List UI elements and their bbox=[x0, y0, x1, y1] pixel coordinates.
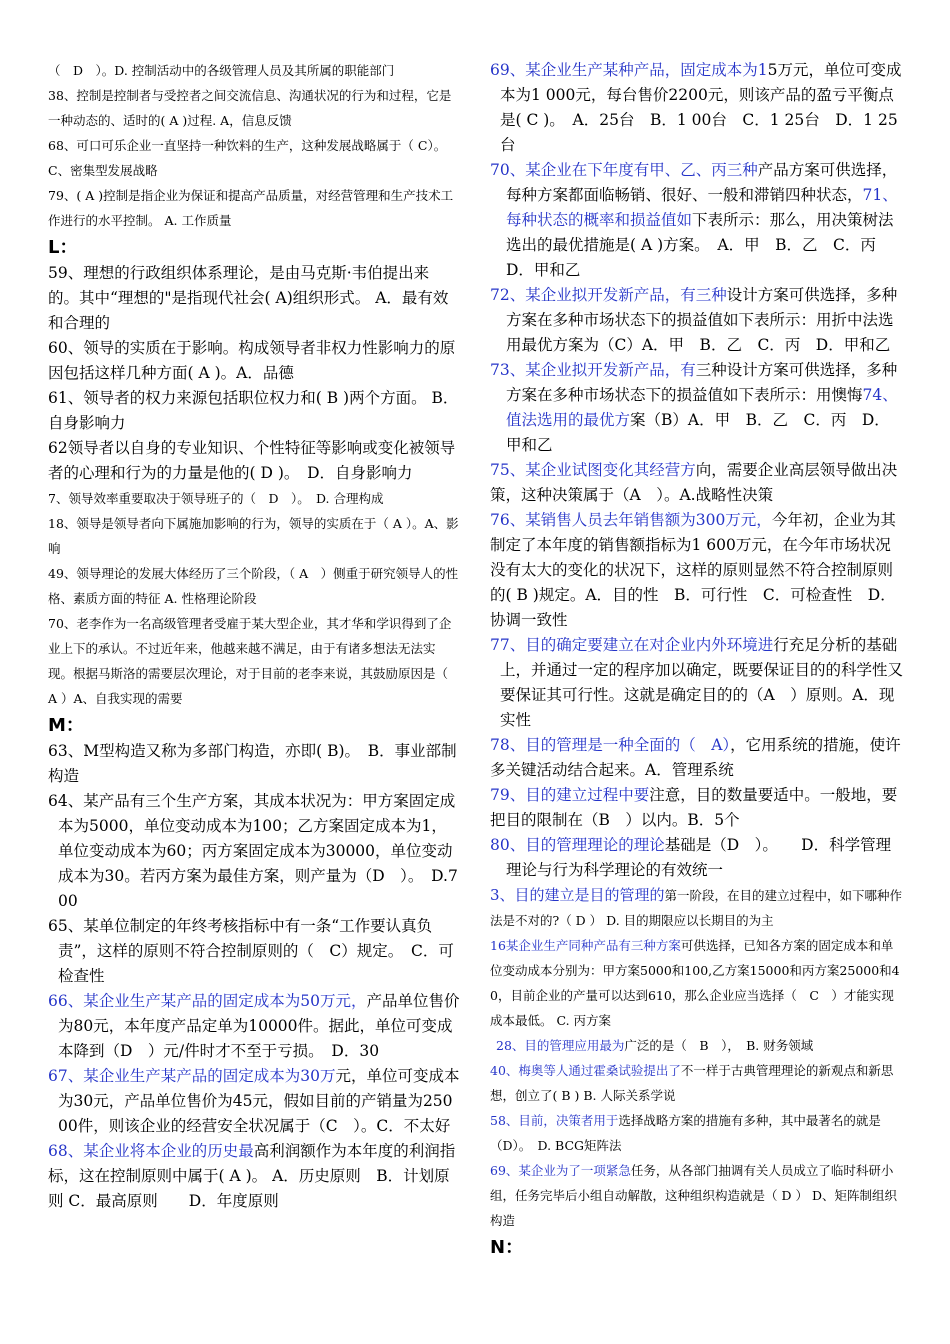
question-69-small-text: 任务，从各部门抽调有关人员成立了临时科研小组，任务完毕后小组自动解散，这种组织构造就是（ D ） D、矩阵制组织构造 bbox=[490, 1163, 897, 1228]
question-67-text: 元，单位可变成本为30元，产品单位售价为45元，假如目前的产销量为25000件，则该企业的经营安全状况属于（C ）。C．不太好 bbox=[58, 1067, 460, 1135]
question-72-highlight: 72、某企业拟开发新产品，有三种 bbox=[490, 286, 727, 304]
question-73-options: 案（B）A．甲 B．乙 C．丙 D．甲和乙 bbox=[506, 411, 890, 454]
question-75-text: 向，需要企业高层领导做出决策，这种决策属于（A ）。A.战略性决策 bbox=[490, 461, 898, 504]
question-79-text: 注意，目的数量要适中。一般地，要把目的限制在（B ）以内。B．5个 bbox=[490, 786, 898, 829]
question-69-text: 5万元，单位可变成本为1 000元，每台售价2200元，则该产品的盈亏平衡点是( C )。 A．25台 B．1 00台 C．1 25台 D．1 25台 bbox=[500, 61, 902, 154]
question-66 bbox=[48, 989, 460, 1064]
question-61: 61、领导者的权力来源包括职位权力和( B )两个方面。 B．自身影响力 bbox=[48, 389, 459, 432]
question-70-highlight: 70、某企业在下年度有甲、乙、丙三种 bbox=[490, 161, 758, 179]
question-40-highlight: 40、梅奥等人通过霍桑试验提出了 bbox=[490, 1063, 681, 1078]
question-62: 62领导者以自身的专业知识、个性特征等影响或变化被领导者的心理和行为的力量是他的( D )。 D．自身影响力 bbox=[48, 439, 456, 482]
question-18: 18、领导是领导者向下属施加影响的行为，领导的实质在于（ A ）。A、影响 bbox=[48, 516, 459, 556]
question-73-text: 三种设计方案可供选择，多种方案在多种市场状态下的损益值如下表所示：用懊悔 bbox=[506, 361, 898, 404]
question-3-text: 第一阶段，在目的建立过程中，如下哪种作法是不对的?（ D ） D. 目的期限应以长期目的为主 bbox=[490, 888, 903, 928]
question-40 bbox=[490, 1058, 904, 1108]
left-column bbox=[48, 58, 460, 1214]
question-58-highlight: 58、目前，决策者用于 bbox=[490, 1113, 619, 1128]
question-72-text: 设计方案可供选择，多种方案在多种市场状态下的损益值如下表所示：用折中法选用最优方案为（C）A．甲 B．乙 C．丙 D．甲和乙 bbox=[506, 286, 898, 354]
question-80 bbox=[490, 833, 904, 883]
question-78 bbox=[490, 733, 904, 783]
question-76-highlight: 76、某销售人员去年销售额为300万元， bbox=[490, 511, 772, 529]
question-59: 59、理想的行政组织体系理论，是由马克斯·韦伯提出来的。其中“理想的"是指现代社会( A)组织形式。 A．最有效和合理的 bbox=[48, 264, 449, 332]
question-79-small: 79、( A )控制是指企业为保证和提高产品质量，对经营管理和生产技术工作进行的水平控制。 A. 工作质量 bbox=[48, 188, 454, 228]
question-79 bbox=[490, 783, 904, 833]
question-68 bbox=[48, 1139, 460, 1214]
question-69-small bbox=[490, 1158, 904, 1233]
question-67 bbox=[48, 1064, 460, 1139]
question-3-highlight: 3、目的建立是目的管理的 bbox=[490, 886, 665, 904]
question-16 bbox=[490, 933, 904, 1033]
question-72 bbox=[490, 283, 904, 358]
question-68-text: 高利润额作为本年度的利润指标，这在控制原则中属于( A )。 A．历史原则 B．计划原则 C．最高原则 D．年度原则 bbox=[48, 1142, 456, 1210]
question-28-text: 广泛的是（ B ）， B. 财务领域 bbox=[624, 1038, 814, 1053]
question-71-highlight: 71、每种状态的概率和损益值如 bbox=[506, 186, 898, 229]
question-58 bbox=[490, 1108, 904, 1158]
question-79-highlight: 79、目的建立过程中要 bbox=[490, 786, 650, 804]
question-65: 65、某单位制定的年终考核指标中有一条“工作要认真负责”，这样的原则不符合控制原则的（ C）规定。 C．可检查性 bbox=[48, 917, 454, 985]
right-column bbox=[490, 58, 904, 1261]
question-77-text: 行充足分析的基础上，并通过一定的程序加以确定，既要保证目的的科学性又要保证其可行性。这就是确定目的的（A ）原则。A．现实性 bbox=[500, 636, 904, 729]
question-69 bbox=[490, 58, 904, 158]
question-28-highlight: 28、目的管理应用最为 bbox=[496, 1038, 625, 1053]
text-line: （ D ）。D. 控制活动中的各级管理人员及其所属的职能部门 bbox=[48, 63, 395, 78]
section-heading-m: M： bbox=[48, 715, 84, 736]
question-67-highlight: 67、某企业生产某产品的固定成本为30万 bbox=[48, 1067, 336, 1085]
question-77 bbox=[490, 633, 904, 733]
question-80-text: 基础是（D ）。 D．科学管理理论与行为科学理论的有效统一 bbox=[506, 836, 892, 879]
question-78-highlight: 78、目的管理是一种全面的（ A） bbox=[490, 736, 731, 754]
question-70-text: 产品方案可供选择，每种方案都面临畅销、很好、一般和滞销四种状态， bbox=[506, 161, 898, 204]
question-64: 64、某产品有三个生产方案，其成本状况为：甲方案固定成本为5000，单位变动成本为100；乙方案固定成本为1，单位变动成本为60；丙方案固定成本为30000，单位变动成本为30。若丙方案为最佳方案，则产量为（D ）。 D.700 bbox=[48, 792, 458, 910]
question-58-text: 选择战略方案的措施有多种，其中最著名的就是（D）。 D. BCG矩阵法 bbox=[490, 1113, 881, 1153]
question-60: 60、领导的实质在于影响。构成领导者非权力性影响力的原因包括这样几种方面( A )。A．品德 bbox=[48, 339, 456, 382]
question-68-small: 68、可口可乐企业一直坚持一种饮料的生产，这种发展战略属于（ C）。C、密集型发展战略 bbox=[48, 138, 447, 178]
section-heading-l: L： bbox=[48, 237, 78, 258]
question-75 bbox=[490, 458, 904, 508]
question-70-small: 70、老李作为一名高级管理者受雇于某大型企业，其才华和学识得到了企业上下的承认。不过近年来，他越来越不满足，由于有诸多想法无法实现。根据马斯洛的需要层次理论，对于目前的老李来说，其鼓励原因是（ A ）A、自我实现的需要 bbox=[48, 616, 452, 706]
section-heading-n: N： bbox=[490, 1237, 524, 1258]
question-7: 7、领导效率重要取决于领导班子的（ D ）。 D. 合理构成 bbox=[48, 491, 384, 506]
question-76 bbox=[490, 508, 904, 633]
question-74-highlight: 74、值法选用的最优方 bbox=[506, 386, 898, 429]
question-63: 63、M型构造又称为多部门构造，亦即( B)。 B．事业部制构造 bbox=[48, 742, 457, 785]
question-69-highlight: 69、某企业生产某种产品，固定成本为1 bbox=[490, 61, 768, 79]
question-68-highlight: 68、某企业将本企业的历史最 bbox=[48, 1142, 254, 1160]
question-70-options: 下表所示：那么，用决策树法选出的最优措施是( A )方案。 A．甲 B．乙 C．丙 D．甲和乙 bbox=[506, 211, 894, 279]
question-80-highlight: 80、目的管理理论的理论 bbox=[490, 836, 665, 854]
question-40-text: 不一样于古典管理理论的新观点和新思想，创立了( B ) B. 人际关系学说 bbox=[490, 1063, 894, 1103]
question-77-highlight: 77、目的确定要建立在对企业内外环境进 bbox=[490, 636, 774, 654]
question-75-highlight: 75、某企业试图变化其经营方 bbox=[490, 461, 696, 479]
question-49: 49、领导理论的发展大体经历了三个阶段，（ A ）侧重于研究领导人的性格、素质方面的特征 A. 性格理论阶段 bbox=[48, 566, 459, 606]
question-66-highlight: 66、某企业生产某产品的固定成本为50万元， bbox=[48, 992, 367, 1010]
question-66-text: 产品单位售价为80元，本年度产品定单为10000件。据此，单位可变成本降到（D ）元/件时才不至于亏损。 D．30 bbox=[58, 992, 460, 1060]
question-69-small-highlight: 69、某企业为了一项紧急 bbox=[490, 1163, 631, 1178]
question-3 bbox=[490, 883, 904, 933]
question-70 bbox=[490, 158, 904, 283]
question-38: 38、控制是控制者与受控者之间交流信息、沟通状况的行为和过程，它是一种动态的、适时的( A )过程. A，信息反馈 bbox=[48, 88, 452, 128]
question-16-text: 可供选择，已知各方案的固定成本和单位变动成本分别为：甲方案5000和100,乙方案15000和丙方案25000和40，目前企业的产量可以达到610，那么企业应当选择（ C ）才能实现成本最低。 C. 丙方案 bbox=[490, 938, 900, 1028]
question-73 bbox=[490, 358, 904, 458]
question-28 bbox=[490, 1033, 904, 1058]
question-16-highlight: 16某企业生产同种产品有三种方案 bbox=[490, 938, 681, 953]
question-73-highlight: 73、某企业拟开发新产品，有 bbox=[490, 361, 696, 379]
question-78-text: ，它用系统的措施，使许多关键活动结合起来。A．管理系统 bbox=[490, 736, 901, 779]
question-76-text: 今年初，企业为其制定了本年度的销售额指标为1 600万元，在今年市场状况没有太大的变化的状况下，这样的原则显然不符合控制原则的( B )规定。A．目的性 B．可行性 C．可检查性 D．协调一致性 bbox=[490, 511, 896, 629]
